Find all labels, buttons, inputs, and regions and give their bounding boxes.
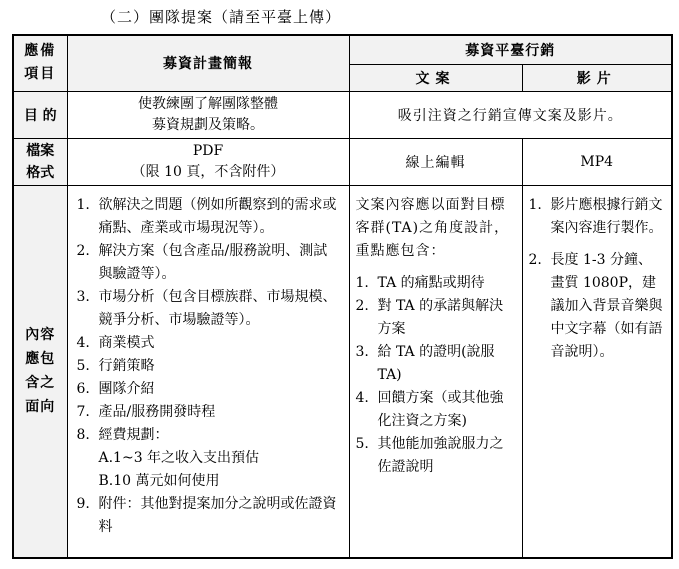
- list-item: 4. 回饋方案（或其他強化注資之方案): [355, 389, 504, 429]
- format-plan-line2: （限 10 頁，不含附件）: [131, 163, 285, 180]
- list-item: 4. 商業模式: [76, 334, 155, 351]
- section-caption: （二）團隊提案（請至平臺上傳）: [101, 8, 342, 26]
- purpose-platform-text: 吸引注資之行銷宣傳文案及影片。: [397, 107, 623, 124]
- list-item: 2. 解決方案（包含產品/服務說明、測試與驗證等）。: [76, 242, 328, 282]
- plan-items-list: [77, 194, 341, 447]
- plan-sub-item-a: A.1~3 年之收入支出預估: [98, 449, 260, 466]
- format-video-text: MP4: [580, 153, 614, 170]
- list-item: 2. 長度 1-3 分鐘、畫質 1080P，建議加入背景音樂與中文字幕（如有語音說明）。: [528, 251, 663, 360]
- header-item-label: [13, 35, 67, 91]
- header-platform: [349, 35, 672, 64]
- header-plan: [67, 35, 349, 91]
- contents-label-cell: [13, 185, 67, 558]
- contents-label-line3: 含之: [25, 375, 56, 392]
- list-item: 9. 附件：其他對提案加分之說明或佐證資料: [76, 495, 337, 535]
- header-item-label-line2: 項目: [24, 66, 57, 83]
- list-item: 5. 行銷策略: [76, 357, 155, 374]
- contents-copy-cell: [349, 185, 522, 558]
- purpose-plan-cell: [67, 91, 349, 138]
- list-item: 2. 對 TA 的承諾與解決方案: [355, 297, 504, 337]
- format-plan-cell: [67, 138, 349, 185]
- list-item: 1. 影片應根據行銷文案內容進行製作。: [528, 196, 663, 236]
- list-item: 5. 其他能加強說服力之佐證說明: [355, 435, 504, 475]
- purpose-plan-line2: 募資規劃及策略。: [152, 116, 264, 133]
- format-plan-line1: PDF: [192, 142, 224, 159]
- format-label-cell: [13, 138, 67, 185]
- list-item: 1. 欲解決之問題（例如所觀察到的需求或痛點、產業或市場現況等）。: [76, 196, 337, 236]
- contents-video-cell: [522, 185, 672, 558]
- contents-plan-cell: [67, 185, 349, 558]
- copy-items-list: [356, 272, 516, 479]
- header-video: [522, 64, 672, 91]
- copy-intro: 文案內容應以面對目標客群(TA)之角度設計，重點應包含：: [355, 196, 510, 259]
- list-item: 8. 經費規劃：: [76, 426, 169, 443]
- header-item-label-line1: 應備: [24, 43, 57, 60]
- header-copy-label: 文案: [415, 70, 456, 87]
- format-copy-text: 線上編輯: [405, 154, 466, 171]
- format-label-line2: 格式: [26, 164, 55, 181]
- purpose-platform-cell: [349, 91, 672, 138]
- purpose-plan-line1: 使教練團了解團隊整體: [138, 95, 278, 112]
- proposal-requirements-table: [12, 34, 673, 559]
- format-video-cell: [522, 138, 672, 185]
- header-copy: [349, 64, 522, 91]
- plan-sub-item-b: B.10 萬元如何使用: [98, 472, 220, 489]
- list-item: 3. 給 TA 的證明(說服TA): [355, 343, 495, 383]
- format-label-line1: 檔案: [26, 142, 55, 159]
- format-copy-cell: [349, 138, 522, 185]
- list-item: 3. 市場分析（包含目標族群、市場規模、競爭分析、市場驗證等）。: [76, 288, 337, 328]
- header-video-label: 影片: [576, 70, 617, 87]
- list-item: 7. 產品/服務開發時程: [76, 403, 216, 420]
- list-item: 1. TA 的痛點或期待: [355, 274, 485, 291]
- purpose-label-cell: [13, 91, 67, 138]
- purpose-label: 目 的: [23, 107, 57, 124]
- contents-label-line4: 面向: [25, 399, 56, 416]
- video-items-list: [529, 194, 666, 364]
- header-platform-label: 募資平臺行銷: [465, 42, 556, 59]
- plan-items-list-cont: [77, 493, 341, 539]
- header-plan-label: 募資計畫簡報: [163, 56, 253, 73]
- contents-label-line2: 應包: [25, 351, 56, 368]
- contents-label-line1: 內容: [25, 327, 56, 344]
- list-item: 6. 團隊介紹: [76, 380, 155, 397]
